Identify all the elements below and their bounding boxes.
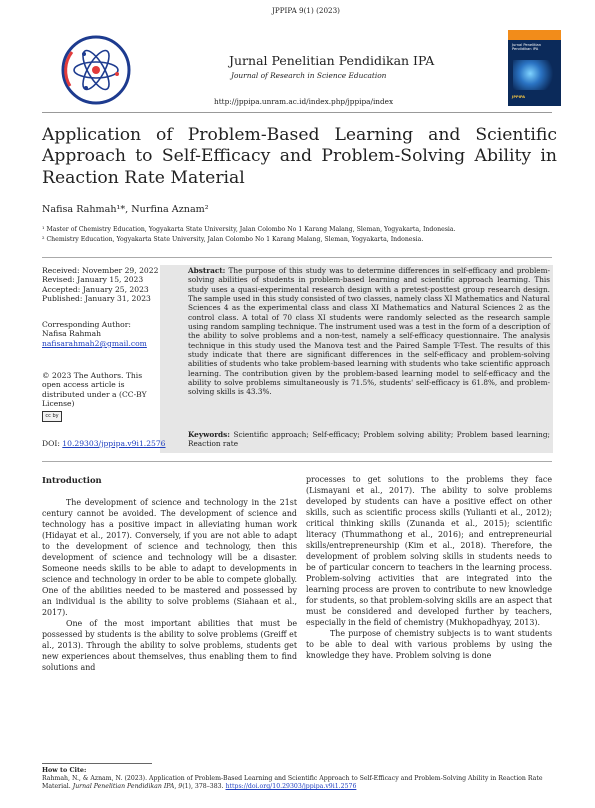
citation-journal: Jurnal Penelitian Pendidikan IPA, 9 [72, 783, 183, 791]
paragraph: processes to get solutions to the problems they face (Lismayani et al., 2017). The ability to solve problems developed by students can have a positive effect on other skills, such as scientific process skills (Yulianti et al., 2012); critical thinking skills (Zunanda et al., 2015); scientific literacy (Thummathong et al., 2016); and entrepreneurial skills/entrepreneurship (Kim et al., 2018). Therefore, the development of problem solving skills in students needs to be of particular concern to teachers in the learning process. Problem-solving activities that are integrated into the learning process are proven to contribute to new knowledge for students, so that problem-solving skills are an aspect that must be considered and developed further by teachers, especially in the field of chemistry (Mukhopadhyay, 2013). [306, 475, 552, 627]
authors: Nafisa Rahmah¹*, Nurfina Aznam² [42, 204, 209, 215]
keywords [188, 430, 550, 449]
section-heading: Introduction [42, 475, 102, 485]
received-date: Received: November 29, 2022 [42, 266, 159, 275]
journal-logo-icon [60, 34, 132, 106]
doi-line [42, 439, 166, 448]
revised-date: Revised: January 15, 2023 [42, 275, 144, 285]
journal-subtitle: Journal of Research in Science Education [231, 71, 387, 80]
keywords-label: Keywords: [188, 430, 230, 439]
doi-link[interactable]: 10.29303/jppipa.v9i1.2576 [62, 439, 166, 448]
affiliation-2: ² Chemistry Education, Yogyakarta State University, Jalan Colombo No 1 Karang Malang, Sleman, Yogyakarta, Indonesia. [42, 236, 424, 243]
correspondence-label: Corresponding Author: [42, 320, 131, 329]
body-column-right [306, 474, 552, 661]
paragraph: The development of science and technology in the 21st century cannot be avoided. The development of science and technology has a positive impact in alleviating human work (Hidayat et al., 2017). Conversely, if you are not able to adapt to the development of science and technology, then this development of science and technology will be a disaster. Someone needs skills to be able to adapt to developments in science and technology in order to be able to compete globally. One of the abilities needed to be mastered and possessed by an individual is the ability to solve problems (Siahaan et al., 2017). [42, 498, 297, 617]
citation-pages: (1), 378–383. [182, 783, 226, 791]
journal-cover-image [508, 30, 561, 106]
citation-doi-link[interactable]: https://doi.org/10.29303/jppipa.v9i1.2576 [225, 783, 357, 791]
correspondence-block [42, 320, 162, 348]
cover-title: Jurnal Penelitian Pendidikan IPA [512, 43, 541, 52]
body-column-left [42, 497, 297, 673]
paragraph: One of the most important abilities that must be possessed by students is the ability to solve problems (Greiff et al., 2013). Through the ability to solve problems, students get new experiences about themselves, thus enabling them to find solutions and [42, 619, 297, 672]
affiliation-1: ¹ Master of Chemistry Education, Yogyakarta State University, Jalan Colombo No 1 Karang Malang, Sleman, Yogyakarta, Indonesia. [42, 226, 456, 233]
article-title: Application of Problem-Based Learning and Scientific Approach to Self-Efficacy and Problem-Solving Ability in Reaction Rate Material [42, 125, 557, 188]
citation-text: Rahmah, N., & Aznam, N. (2023). Application of Problem-Based Learning and Scientific Approach to Self-Efficacy and Problem-Solving Ability in Reaction Rate Material. [42, 775, 543, 791]
abstract-text: The purpose of this study was to determine differences in self-efficacy and problem-solving abilities of students in problem-based learning and scientific approach learning. This study uses a quasi-experimental research design with a pretest-posttest group research design. The sample used in this study consisted of two classes, namely class XI Mathematics and Natural Sciences 4 as the experimental class and class XI Mathematics and Natural Sciences 2 as the control class. A total of 70 class XI students were randomly selected as the research sample using random sampling technique. The instrument used was a test in the form of a description of the ability to solve problems and a non-test, namely a self-efficacy questionnaire. The analysis technique in this study used the Manova test and the Paired Sample T-Test. The results of this study indicate that there are significant differences in the self-efficacy and problem-solving abilities of students who take problem-based learning with students who take scientific approach learning. The contribution given by the problem-based learning model to self-efficacy and the ability to solve problems simultaneously is 71.5%, students' self-efficacy is 61.8%, and problem-solving skills is 43.3%. [188, 266, 550, 397]
abstract [188, 266, 550, 397]
license-block [42, 371, 162, 422]
cc-by-badge-icon[interactable]: cc by [42, 411, 62, 422]
accepted-date: Accepted: January 25, 2023 [42, 284, 149, 294]
journal-url[interactable]: http://jppipa.unram.ac.id/index.php/jppipa/index [214, 97, 394, 106]
keywords-text: Scientific approach; Self-efficacy; Problem solving ability; Problem based learning; Reaction rate [188, 430, 550, 449]
published-date: Published: January 31, 2023 [42, 294, 151, 304]
issue-label: JPPIPA 9(1) (2023) [272, 6, 340, 15]
body-divider [42, 461, 552, 462]
citation-heading: How to Cite: [42, 766, 87, 774]
citation [42, 775, 554, 792]
abstract-label: Abstract: [188, 266, 226, 275]
header-divider [42, 112, 552, 113]
dates-block [42, 266, 162, 304]
paragraph: The purpose of chemistry subjects is to want students to be able to deal with various problems by using the knowledge they have. Problem solving is done [306, 629, 552, 660]
journal-title: Jurnal Penelitian Pendidikan IPA [229, 53, 435, 68]
citation-divider [42, 763, 152, 764]
meta-divider [42, 257, 552, 258]
doi-label: DOI: [42, 439, 63, 448]
correspondence-name: Nafisa Rahmah [42, 329, 102, 339]
correspondence-email[interactable]: nafisarahmah2@gmail.com [42, 338, 147, 348]
cover-footer: JPPIPA [512, 95, 526, 99]
license-text: © 2023 The Authors. This open access article is distributed under a (CC-BY License) [42, 371, 147, 409]
